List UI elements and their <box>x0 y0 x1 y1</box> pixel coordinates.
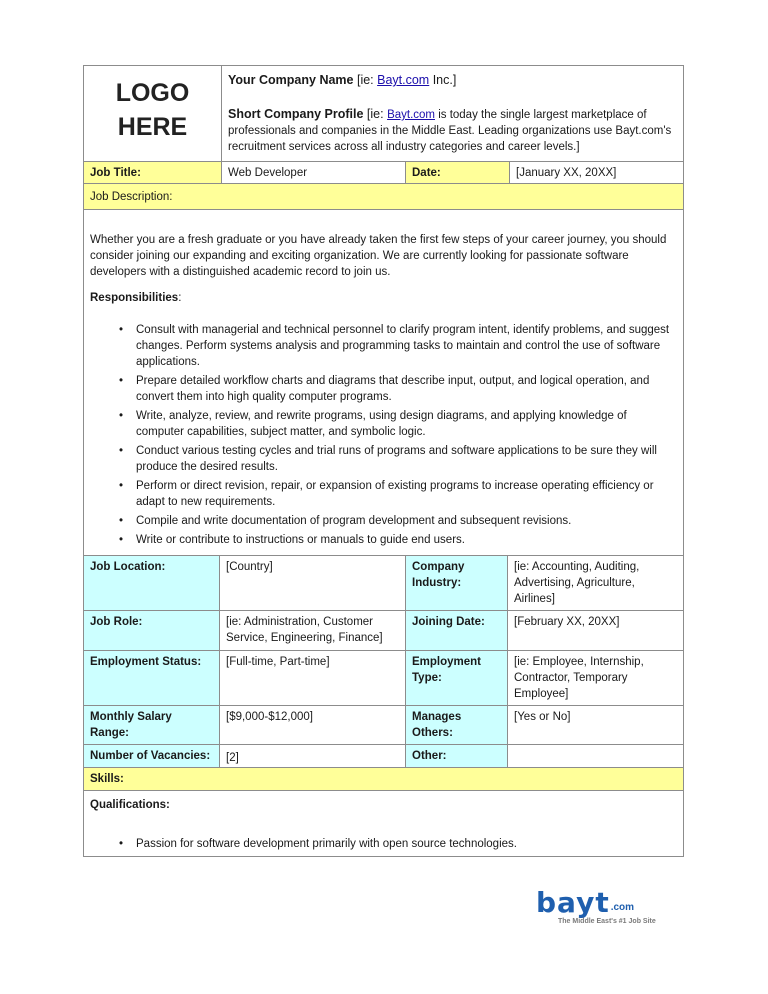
manages-others-value[interactable]: [Yes or No] <box>507 705 684 745</box>
logo-placeholder <box>83 65 222 162</box>
list-item-text: Write or contribute to instructions or manuals to guide end users. <box>136 534 465 546</box>
list-item-text: Write, analyze, review, and rewrite programs, using design diagrams, and applying knowledge of computer capabilities, subject matter, and symbolic logic. <box>136 410 627 438</box>
vacancies-label: Number of Vacancies: <box>83 744 220 768</box>
company-name-line <box>228 72 677 88</box>
bullet-icon: • <box>119 445 124 457</box>
bullet-icon: • <box>119 534 124 546</box>
list-item <box>90 373 673 405</box>
joining-date-value[interactable]: [February XX, 20XX] <box>507 610 684 651</box>
job-location-value[interactable]: [Country] <box>219 555 406 611</box>
vacancies-value[interactable]: [2] <box>219 744 406 768</box>
qualifications-label: Qualifications: <box>90 799 170 811</box>
list-item-text: Compile and write documentation of program development and subsequent revisions. <box>136 515 572 527</box>
qualifications-section <box>83 790 684 857</box>
company-industry-label: Company Industry: <box>405 555 508 611</box>
job-description-intro: Whether you are a fresh graduate or you have already taken the first few steps of your career journey, you should consider joining our expanding and exciting organization. We are currently looking for passionate software developers with a distinguished academic record to join us. <box>90 234 667 278</box>
list-item <box>90 443 673 475</box>
list-item-text: Conduct various testing cycles and trial runs of programs and software applications to be sure they will produce the desired results. <box>136 445 657 473</box>
list-item <box>90 532 673 548</box>
company-name-prefix: [ie: <box>353 73 378 87</box>
company-name-suffix: Inc.] <box>429 73 457 87</box>
company-info <box>221 65 684 162</box>
job-description-body <box>83 209 684 556</box>
profile-label: Short Company Profile <box>228 107 364 121</box>
list-item-text: Perform or direct revision, repair, or expansion of existing programs to increase operating efficiency or adapt to new requirements. <box>136 480 654 508</box>
employment-status-label: Employment Status: <box>83 650 220 706</box>
list-item-text: Passion for software development primarily with open source technologies. <box>136 838 517 850</box>
list-item-text: Prepare detailed workflow charts and diagrams that describe input, output, and logical operation, and convert them into high quality computer programs. <box>136 375 650 403</box>
logo-line-2: HERE <box>117 113 188 141</box>
responsibilities-heading <box>90 290 677 306</box>
bayt-word: bayt <box>536 886 610 919</box>
date-label: Date: <box>405 161 510 184</box>
list-item <box>90 836 677 852</box>
responsibilities-colon: : <box>178 292 182 304</box>
qualifications-list <box>90 836 677 852</box>
job-location-label: Job Location: <box>83 555 220 611</box>
job-title-value[interactable]: Web Developer <box>221 161 406 184</box>
logo-line-1: LOGO <box>115 79 190 107</box>
profile-text: is today the single largest marketplace of professionals and companies in the Middle East. Leading organizations use Bayt.com's recruitment services across all industry categories and career levels.] <box>228 109 672 153</box>
manages-others-label: Manages Others: <box>405 705 508 745</box>
other-value[interactable] <box>507 744 684 768</box>
responsibilities-list <box>90 322 677 548</box>
employment-type-value[interactable]: [ie: Employee, Internship, Contractor, Temporary Employee] <box>507 650 684 706</box>
employment-type-label: Employment Type: <box>405 650 508 706</box>
list-item-text: Consult with managerial and technical personnel to clarify program intent, identify problems, and suggest changes. Perform systems analysis and programming tasks to maintain and control the use of software applications. <box>136 324 670 368</box>
bayt-wordmark <box>536 886 706 919</box>
company-name-label: Your Company Name <box>228 73 354 87</box>
bullet-icon: • <box>119 324 124 336</box>
list-item <box>90 322 673 370</box>
employment-status-value[interactable]: [Full-time, Part-time] <box>219 650 406 706</box>
profile-prefix: [ie: <box>363 107 388 121</box>
job-role-value[interactable]: [ie: Administration, Customer Service, Engineering, Finance] <box>219 610 406 651</box>
bullet-icon: • <box>119 375 124 387</box>
profile-link[interactable]: Bayt.com <box>387 109 435 121</box>
other-label: Other: <box>405 744 508 768</box>
bullet-icon: • <box>119 480 124 492</box>
bayt-logo <box>536 886 706 929</box>
bullet-icon: • <box>119 515 124 527</box>
list-item <box>90 478 673 510</box>
bayt-tagline: The Middle East's #1 Job Site <box>558 918 656 925</box>
job-description-label: Job Description: <box>83 183 684 210</box>
skills-label: Skills: <box>83 767 684 791</box>
bullet-icon: • <box>119 838 124 850</box>
company-profile <box>228 106 677 155</box>
date-value[interactable]: [January XX, 20XX] <box>509 161 684 184</box>
job-role-label: Job Role: <box>83 610 220 651</box>
responsibilities-label: Responsibilities <box>90 292 179 304</box>
list-item <box>90 513 673 529</box>
bullet-icon: • <box>119 410 124 422</box>
list-item <box>90 408 673 440</box>
company-name-link[interactable]: Bayt.com <box>377 73 430 87</box>
salary-range-value[interactable]: [$9,000-$12,000] <box>219 705 406 745</box>
salary-range-label: Monthly Salary Range: <box>83 705 220 745</box>
joining-date-label: Joining Date: <box>405 610 508 651</box>
company-industry-value[interactable]: [ie: Accounting, Auditing, Advertising, Agriculture, Airlines] <box>507 555 684 611</box>
job-title-label: Job Title: <box>83 161 222 184</box>
bayt-com: .com <box>610 902 635 913</box>
